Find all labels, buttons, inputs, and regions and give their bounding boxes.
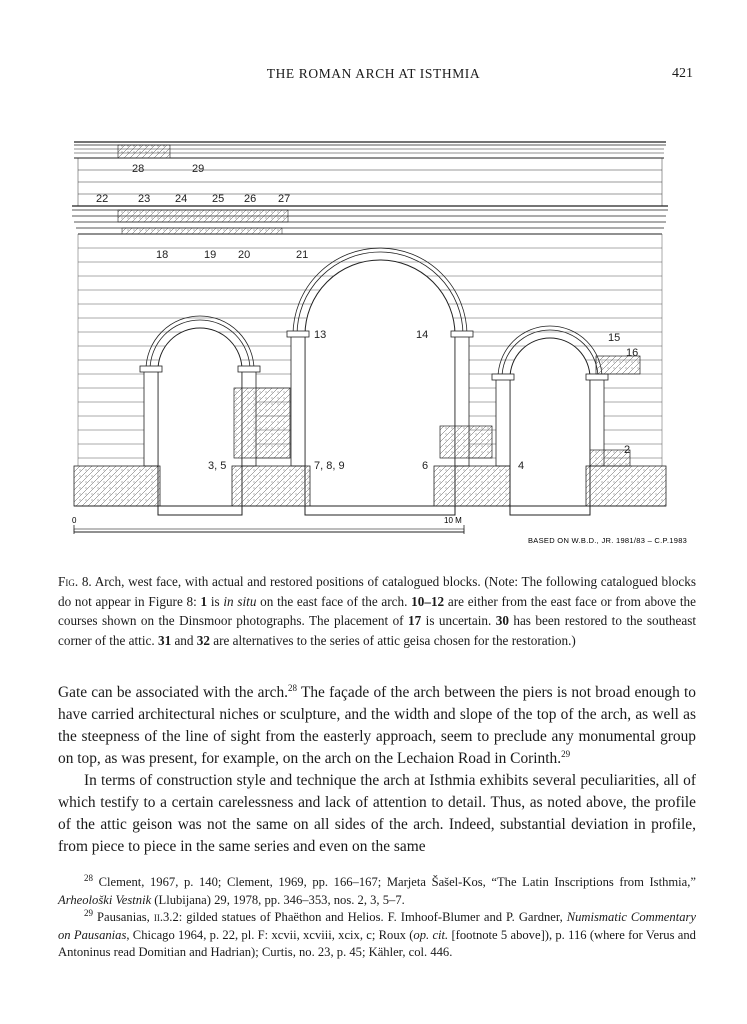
- label-3-5: 3, 5: [208, 460, 227, 472]
- footnote-ref-28: 28: [288, 682, 297, 693]
- caption-text: is: [207, 593, 224, 609]
- label-4: 4: [518, 460, 525, 472]
- caption-block-ref: 17: [408, 613, 422, 628]
- footnote-smallcaps: ii: [153, 910, 160, 924]
- footnote-italic: op. cit.: [413, 927, 449, 942]
- footnote-text: Clement, 1967, p. 140; Clement, 1969, pp. 166–167; Marjeta Šašel-Kos, “The Latin Inscriptions from Isthmia,”: [93, 875, 696, 889]
- label-22: 22: [96, 193, 109, 205]
- running-head: [0, 66, 747, 88]
- caption-block-ref: 32: [196, 632, 210, 648]
- paragraph: [58, 682, 696, 770]
- caption-italic: in situ: [223, 593, 257, 609]
- scale-bar: [72, 516, 464, 534]
- footnote-text: [footnote 5 above]), p. 116 (where for Verus and Antoninus read Domitian and Hadrian); Curtis, no. 23, p. 45; Kähler, col. 446.: [58, 927, 696, 959]
- label-27: 27: [278, 193, 291, 205]
- label-13: 13: [314, 329, 327, 341]
- label-18: 18: [156, 249, 169, 261]
- arch-openings: [158, 260, 590, 515]
- paragraph-text: Gate can be associated with the arch.: [58, 684, 288, 701]
- label-25: 25: [212, 193, 225, 205]
- lower-cornice: [72, 206, 668, 234]
- caption-text: Arch, west face, with actual and restored positions of catalogued blocks. (Note: The following catalogued blocks do not appear in Figure 8:: [58, 574, 696, 609]
- label-14: 14: [416, 329, 429, 341]
- label-20: 20: [238, 249, 251, 261]
- label-24: 24: [175, 193, 188, 205]
- caption-text: and: [171, 632, 197, 648]
- running-title: THE ROMAN ARCH AT ISTHMIA: [266, 66, 481, 81]
- footnotes: [58, 874, 696, 962]
- figure-arch-elevation: [60, 120, 700, 560]
- footnote-text: , Chicago 1964, p. 22, pl. F: xcvii, xcviii, xcix, c; Roux (: [126, 927, 414, 942]
- footnote-number: 29: [84, 907, 93, 918]
- footnote-ref-29: 29: [561, 748, 571, 759]
- label-7-8-9: 7, 8, 9: [314, 460, 345, 472]
- caption-text: has been restored to the southeast corner of the attic.: [58, 613, 696, 648]
- paragraph: In terms of construction style and technique the arch at Isthmia exhibits several peculiarities, all of which testify to a certain carelessness and lack of attention to detail. Thus, as noted above, the profile of the attic geison was not the same on all sides of the arch. Indeed, substantial deviation in profile, from piece to piece in the same series and even on the same: [58, 772, 696, 855]
- footnote-29: [58, 909, 696, 962]
- label-23: 23: [138, 193, 151, 205]
- label-28: 28: [132, 163, 145, 175]
- figure-credit: BASED ON W.B.D., JR. 1981/83 – C.P.1983: [528, 536, 688, 545]
- caption-text: on the east face of the arch.: [256, 593, 412, 609]
- footnote-italic: Arheološki Vestnik: [58, 892, 152, 907]
- footnote-text: .3.2: gilded statues of Phaëthon and Helios. F. Imhoof-Blumer and P. Gardner,: [159, 910, 567, 924]
- figure-caption: [58, 572, 696, 650]
- paragraph-text: The façade of the arch between the piers is not broad enough to have carried architectural niches or sculpture, and the width and slope of the top of the arch, as well as the steepness of the line of sight from the easterly approach, seem to preclude any monumental group on top, as was present, for example, on the arch on the Lechaion Road in Corinth.: [58, 684, 696, 767]
- label-19: 19: [204, 249, 217, 261]
- page-number: 421: [672, 66, 693, 81]
- footnote-text: Pausanias,: [93, 910, 154, 924]
- body-text: [58, 682, 696, 858]
- label-16: 16: [626, 347, 639, 359]
- attic-cornice: [74, 142, 666, 158]
- scale-start-label: 0: [72, 516, 77, 525]
- caption-text: is uncertain.: [421, 613, 496, 628]
- label-15: 15: [608, 332, 621, 344]
- caption-block-ref: 1: [200, 593, 208, 609]
- footnote-number: 28: [84, 872, 93, 883]
- footnote-text: (Llubijana) 29, 1978, pp. 346–353, nos. 2, 3, 5–7.: [151, 892, 405, 907]
- label-6: 6: [422, 460, 429, 472]
- scale-end-label: 10 M: [444, 516, 462, 525]
- caption-text: are either from the east face or from above the courses shown on the Dinsmoor photographs. The placement of: [58, 593, 696, 628]
- label-2: 2: [624, 444, 631, 456]
- arch-elevation-drawing: [60, 120, 700, 560]
- label-26: 26: [244, 193, 257, 205]
- footnote-italic: Numismatic Commentary on Pausanias: [58, 910, 696, 942]
- caption-block-ref: 10–12: [411, 593, 445, 609]
- figure-label: Fig. 8.: [58, 574, 92, 589]
- attic-courses: [78, 158, 662, 206]
- footnote-28: [58, 874, 696, 909]
- label-21: 21: [296, 249, 309, 261]
- caption-text: are alternatives to the series of attic geisa chosen for the restoration.): [209, 632, 576, 648]
- label-29: 29: [192, 163, 205, 175]
- caption-block-ref: 30: [495, 613, 509, 628]
- caption-block-ref: 31: [157, 632, 172, 648]
